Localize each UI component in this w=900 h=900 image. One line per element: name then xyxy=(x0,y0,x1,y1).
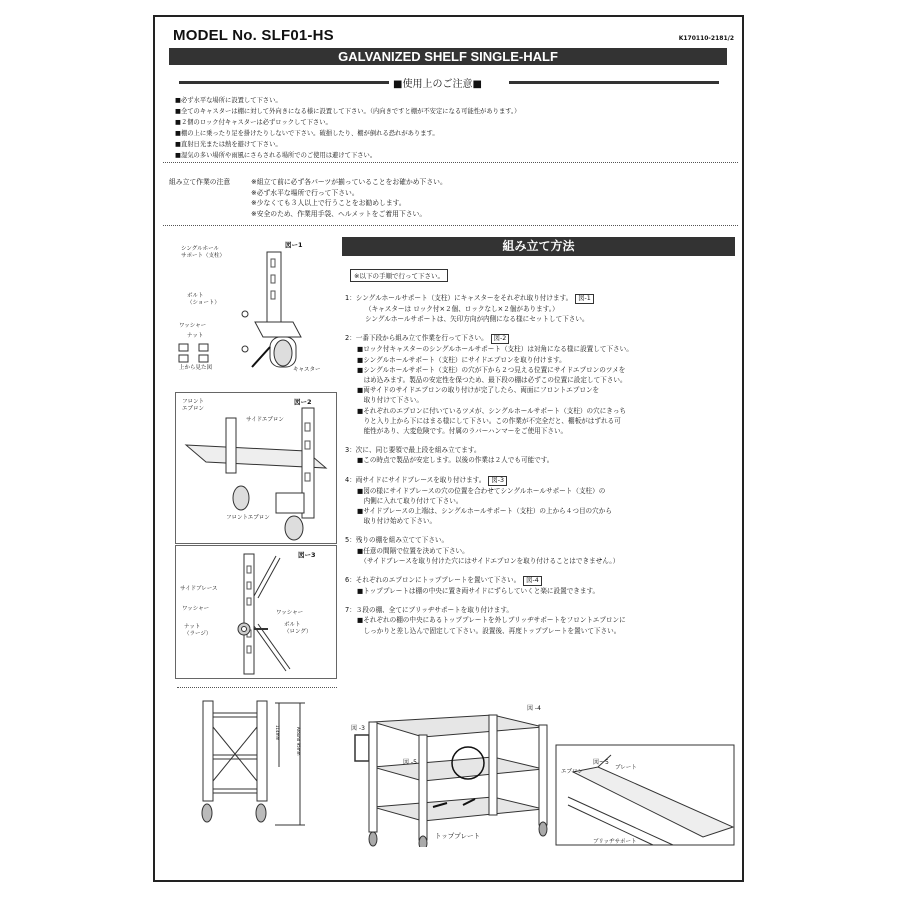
step-detail: りと入り上から下にはまる様にして下さい。この作業が不完全だと、棚板がはずれる可 xyxy=(357,416,621,425)
caution-item: ■湿気の多い場所や雨風にさらされる場所でのご使用は避けて下さい。 xyxy=(175,152,377,159)
figure-2-caption: 図ー2 xyxy=(294,398,312,406)
howto-note: ※以下の手順で行って下さい。 xyxy=(350,269,448,282)
figure-1 xyxy=(175,237,335,377)
assembly-note: ※組立て前に必ず各パーツが揃っていることをお確かめ下さい。 xyxy=(251,178,447,186)
figure-reference: 図-1 xyxy=(575,294,594,304)
step-detail: 取り付け始めて下さい。 xyxy=(357,517,437,526)
step-detail: シングルホールサポートは、矢印方向が内側になる様にセットして下さい。 xyxy=(365,315,589,324)
figure-divider xyxy=(177,687,337,688)
step-5 xyxy=(345,535,740,566)
step-detail: はめ込みます。製品の安定性を保つため、最下段の棚は必ずこの位置に設定して下さい。 xyxy=(357,376,627,385)
step-4 xyxy=(345,475,740,527)
shelf-frame-drawing xyxy=(175,697,335,829)
washer-left-label: ワッシャー xyxy=(182,606,210,612)
assembly-notes-list xyxy=(251,177,447,219)
product-banner: GALVANIZED SHELF SINGLE-HALF xyxy=(169,48,727,65)
step-7 xyxy=(345,605,740,636)
figure-reference: 図-4 xyxy=(523,576,542,586)
step-detail: しっかりと差し込んで固定して下さい。設置後、再度トッププレートを置いて下さい。 xyxy=(357,626,621,635)
caution-item: ■２個のロック付キャスターは必ずロックして下さい。 xyxy=(175,119,332,126)
step-detail: ■それぞれの棚の中央にあるトッププレートを外しブリッヂサポートをフロントエプロンに xyxy=(357,616,626,625)
step-heading: 5：残りの棚を組み立てて下さい。 xyxy=(345,536,449,545)
step-detail: ■サイドブレースの上端は、シングルホールサポート（支柱）の上から４つ目の穴から xyxy=(357,507,612,516)
front-apron-label-2: フロントエプロン xyxy=(226,515,270,521)
caution-list xyxy=(175,95,735,161)
heading-rule-left xyxy=(179,81,389,84)
assembly-note: ※少なくても３人以上で行うことをお勧めします。 xyxy=(251,199,406,207)
figure-4-caption: 図 -4 xyxy=(527,705,541,712)
assembly-notes-label: 組み立て作業の注意 xyxy=(169,178,231,186)
step-detail: ■それぞれのエプロンに付いているツメが、シングルホールサポート（支柱）の穴にきっち xyxy=(357,406,627,415)
step-heading: 7：３段の棚、全てにブリッヂサポートを取り付けます。 xyxy=(345,606,513,615)
caution-item: ■全てのキャスターは棚に対して外向きになる様に設置して下さい。（内向きですと棚が不安定になる可能性があります。） xyxy=(175,108,521,115)
howto-title: 組み立て方法 xyxy=(342,237,735,256)
step-detail: ■トッププレートは棚の中央に置き両サイドにずらしていくと楽に設置できます。 xyxy=(357,587,600,596)
caution-item: ■直射日光または熱を避けて下さい。 xyxy=(175,141,282,148)
figure-4-and-5 xyxy=(343,697,743,847)
total-dimension: Around 95mm xyxy=(296,727,301,756)
washer-label: ワッシャー xyxy=(179,323,207,329)
side-apron-label: サイドエプロン xyxy=(246,417,284,423)
front-apron-label: フロント エプロン xyxy=(182,399,205,412)
step-detail: 内側に入れて取り付けて下さい。 xyxy=(357,496,463,505)
step-heading: 2：一番下段から組み立て作業を行って下さい。 xyxy=(345,334,488,343)
step-heading: 4：両サイドにサイドブレースを取り付けます。 xyxy=(345,475,486,484)
caution-item: ■棚の上に乗ったり足を掛けたりしないで下さい。破損したり、棚が倒れる恐れがあります。 xyxy=(175,130,439,137)
figure-3-reference: 図 -3 xyxy=(351,725,365,732)
shelf-assembly-drawing xyxy=(343,697,743,847)
step-detail: ■図の様にサイドブレースの穴の位置を合わせてシングルホールサポート（支柱）の xyxy=(357,486,606,495)
step-heading: 6：それぞれのエプロンにトッププレートを置いて下さい。 xyxy=(345,576,521,585)
nut-large-label: ナット （ラージ） xyxy=(184,624,212,637)
figure-3-caption: 図ー3 xyxy=(298,551,316,559)
step-detail: ■両サイドのサイドエプロンの取り付けが完了したら、両面にフロントエプロンを xyxy=(357,386,600,395)
assembly-note: ※安全のため、作業用手袋、ヘルメットをご着用下さい。 xyxy=(251,209,427,218)
step-detail: （サイドブレースを取り付けた穴にはサイドエプロンを取り付けることはできません。） xyxy=(357,556,620,565)
figure-2 xyxy=(175,392,337,544)
plate-label: プレート xyxy=(615,765,637,771)
step-detail: ■任意の間隔で位置を決めて下さい。 xyxy=(357,546,469,555)
step-2 xyxy=(345,333,740,436)
step-heading: 3：次に、同じ要領で最上段を組み立てます。 xyxy=(345,446,481,455)
dotted-divider xyxy=(163,162,738,163)
bolt-long-label: ボルト （ロング） xyxy=(284,622,312,635)
step-3 xyxy=(345,445,740,465)
frame-diagram xyxy=(175,697,335,829)
apron-label: エプロン xyxy=(561,769,584,775)
step-detail: ■シングルホールサポート（支柱）の穴が下から２つ見える位置にサイドエプロンのツメを xyxy=(357,365,626,374)
step-detail: ■シングルホールサポート（支柱）にサイドエプロンを取り付けます。 xyxy=(357,355,566,364)
top-view-label: 上から見た図 xyxy=(179,365,213,371)
figure-3 xyxy=(175,545,337,679)
step-detail: （キャスターは ロック付×２個、ロックなし×２個があります。） xyxy=(365,305,559,313)
step-6 xyxy=(345,575,740,596)
caution-heading xyxy=(169,75,727,89)
bridge-support-label: ブリッヂサポート xyxy=(593,839,637,845)
bolt-label: ボルト （ショート） xyxy=(187,293,220,306)
support-label: シングルホール サポート（支柱） xyxy=(181,246,226,259)
side-brace-label: サイドブレース xyxy=(180,586,218,592)
height-dimension: 114mm xyxy=(275,725,280,741)
top-plate-label: トッププレート xyxy=(435,832,481,840)
document-code: K170110-2181/2 xyxy=(678,35,734,42)
dotted-divider xyxy=(163,225,738,226)
step-detail: 取り付けて下さい。 xyxy=(357,396,423,405)
step-detail: ■ロック付キャスターのシングルホールサポート（支柱）は対角になる様に設置して下さい。 xyxy=(357,345,633,354)
figure-1-caption: 図ー1 xyxy=(285,241,303,249)
model-number: MODEL No. SLF01-HS xyxy=(173,27,334,44)
step-heading: 1：シングルホールサポート（支柱）にキャスターをそれぞれ取り付けます。 xyxy=(345,294,573,302)
assembly-steps xyxy=(345,293,740,645)
washer-right-label: ワッシャー xyxy=(276,610,304,616)
figure-5-reference: 図 -5 xyxy=(403,759,417,766)
caster-label: キャスター xyxy=(293,367,321,373)
step-detail: ■この時点で製品が安定します。以後の作業は２人でも可能です。 xyxy=(357,456,554,465)
nut-label: ナット xyxy=(187,333,204,339)
caution-title: ■使用上のご注意■ xyxy=(391,75,484,90)
step-1 xyxy=(345,293,740,324)
figure-5-caption: 図ー5 xyxy=(593,759,609,766)
figure-reference: 図-3 xyxy=(488,476,507,486)
heading-rule-right xyxy=(509,81,719,84)
assembly-note: ※必ず水平な場所で行って下さい。 xyxy=(251,188,359,197)
step-detail: 能性があり、大変危険です。付属のラバーハンマーをご使用下さい。 xyxy=(357,427,568,436)
instruction-sheet xyxy=(153,15,744,882)
figure-reference: 図-2 xyxy=(491,334,510,344)
caution-item: ■必ず水平な場所に設置して下さい。 xyxy=(175,97,282,104)
